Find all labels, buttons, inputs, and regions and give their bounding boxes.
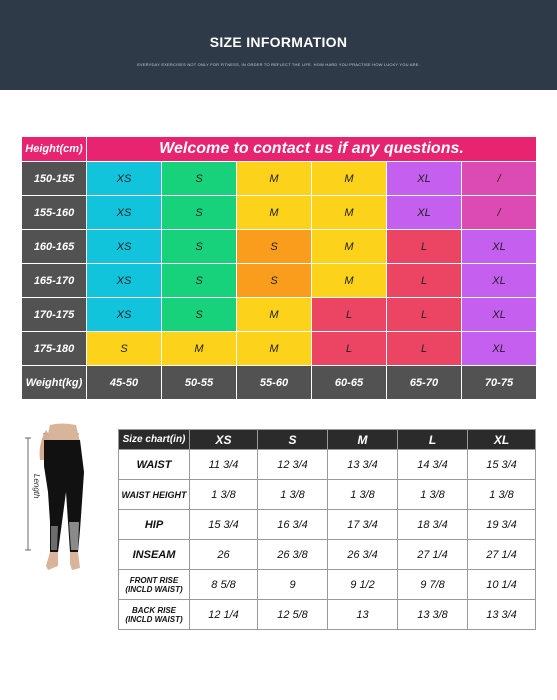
measure-label: WAIST [119, 450, 190, 480]
height-label: 160-165 [22, 230, 87, 264]
table-row [22, 332, 537, 366]
size-cell: XL [462, 332, 537, 366]
measure-label-line1: BACK RISE [131, 605, 176, 615]
height-weight-size-table [21, 136, 537, 400]
size-cell: S [162, 196, 237, 230]
measure-value: 12 5/8 [258, 600, 328, 630]
measure-value: 13 3/8 [398, 600, 468, 630]
measure-value: 10 1/4 [468, 570, 536, 600]
measure-value: 8 5/8 [190, 570, 258, 600]
header-banner [0, 0, 557, 90]
weight-cell: 50-55 [162, 366, 237, 400]
table-row [119, 540, 536, 570]
measure-label-line2: (INCLD WAIST) [125, 584, 183, 594]
weight-cell: 70-75 [462, 366, 537, 400]
measure-value: 26 3/8 [258, 540, 328, 570]
size-cell: XS [87, 162, 162, 196]
measure-label: INSEAM [119, 540, 190, 570]
size-header: S [258, 430, 328, 450]
size-cell: XS [87, 230, 162, 264]
size-cell: XL [387, 162, 462, 196]
size-cell: / [462, 162, 537, 196]
size-cell: S [162, 162, 237, 196]
page-title: SIZE INFORMATION [209, 34, 348, 50]
size-header: M [328, 430, 398, 450]
table-row [22, 230, 537, 264]
measure-value: 11 3/4 [190, 450, 258, 480]
weight-cell: 45-50 [87, 366, 162, 400]
size-header-row [119, 430, 536, 450]
size-cell: L [387, 230, 462, 264]
measure-value: 18 3/4 [398, 510, 468, 540]
measure-value: 13 [328, 600, 398, 630]
measure-label: WAIST HEIGHT [119, 480, 190, 510]
measure-value: 1 3/8 [190, 480, 258, 510]
measure-label [119, 600, 190, 630]
table-row [119, 450, 536, 480]
size-cell: M [312, 264, 387, 298]
measure-value: 19 3/4 [468, 510, 536, 540]
size-cell: M [237, 332, 312, 366]
table-row [119, 570, 536, 600]
measure-label: HIP [119, 510, 190, 540]
size-cell: M [237, 162, 312, 196]
measure-value: 1 3/8 [468, 480, 536, 510]
size-cell: M [312, 162, 387, 196]
table-row [119, 600, 536, 630]
measure-value: 13 3/4 [468, 600, 536, 630]
size-cell: L [387, 298, 462, 332]
table-row [119, 480, 536, 510]
size-header: L [398, 430, 468, 450]
measure-value: 12 3/4 [258, 450, 328, 480]
measure-value: 26 3/4 [328, 540, 398, 570]
size-cell: XS [87, 196, 162, 230]
length-label: Length [32, 474, 41, 499]
measure-value: 15 3/4 [468, 450, 536, 480]
measure-value: 16 3/4 [258, 510, 328, 540]
table-row [22, 196, 537, 230]
page-subtitle: EVERYDAY EXERCISES NOT ONLY FOR FITNESS, IN ORDER TO REFLECT THE LIFE. HOW HARD YOU PRACTISE HOW LUCKY YOU ARE. [137, 62, 420, 67]
measure-value: 1 3/8 [328, 480, 398, 510]
measure-label-line2: (INCLD WAIST) [125, 614, 183, 624]
measure-label [119, 570, 190, 600]
size-cell: M [162, 332, 237, 366]
measure-value: 9 [258, 570, 328, 600]
weight-cell: 65-70 [387, 366, 462, 400]
size-cell: XL [462, 298, 537, 332]
size-cell: XL [387, 196, 462, 230]
size-chart-inches-table [118, 429, 536, 630]
size-cell: L [312, 298, 387, 332]
height-label: 175-180 [22, 332, 87, 366]
size-cell: S [237, 264, 312, 298]
height-label: 155-160 [22, 196, 87, 230]
contact-banner: Welcome to contact us if any questions. [87, 137, 537, 162]
size-cell: S [162, 264, 237, 298]
measure-value: 17 3/4 [328, 510, 398, 540]
table-row [22, 298, 537, 332]
height-label: 150-155 [22, 162, 87, 196]
size-cell: XS [87, 298, 162, 332]
measure-value: 27 1/4 [468, 540, 536, 570]
measure-value: 1 3/8 [258, 480, 328, 510]
weight-row [22, 366, 537, 400]
size-header: XL [468, 430, 536, 450]
height-column-header: Height(cm) [22, 137, 87, 162]
height-label: 165-170 [22, 264, 87, 298]
measure-value: 9 7/8 [398, 570, 468, 600]
size-cell: S [162, 230, 237, 264]
size-chart-header-label: Size chart(in) [119, 430, 190, 450]
size-cell: / [462, 196, 537, 230]
size-cell: M [237, 196, 312, 230]
size-header: XS [190, 430, 258, 450]
measure-value: 15 3/4 [190, 510, 258, 540]
size-cell: S [162, 298, 237, 332]
size-cell: L [387, 332, 462, 366]
size-cell: M [312, 196, 387, 230]
measure-value: 14 3/4 [398, 450, 468, 480]
table-row [22, 162, 537, 196]
weight-row-label: Weight(kg) [22, 366, 87, 400]
size-cell: L [312, 332, 387, 366]
size-cell: L [387, 264, 462, 298]
measure-value: 27 1/4 [398, 540, 468, 570]
leggings-measurement-figure [22, 422, 114, 576]
size-cell: M [312, 230, 387, 264]
size-cell: M [237, 298, 312, 332]
height-label: 170-175 [22, 298, 87, 332]
measure-value: 12 1/4 [190, 600, 258, 630]
table-row [22, 264, 537, 298]
size-cell: S [87, 332, 162, 366]
size-cell: XL [462, 264, 537, 298]
size-cell: XS [87, 264, 162, 298]
table-row [119, 510, 536, 540]
measure-label-line1: FRONT RISE [129, 575, 179, 585]
measure-value: 9 1/2 [328, 570, 398, 600]
size-cell: S [237, 230, 312, 264]
measure-value: 13 3/4 [328, 450, 398, 480]
measure-value: 1 3/8 [398, 480, 468, 510]
measure-value: 26 [190, 540, 258, 570]
size-cell: XL [462, 230, 537, 264]
weight-cell: 55-60 [237, 366, 312, 400]
weight-cell: 60-65 [312, 366, 387, 400]
